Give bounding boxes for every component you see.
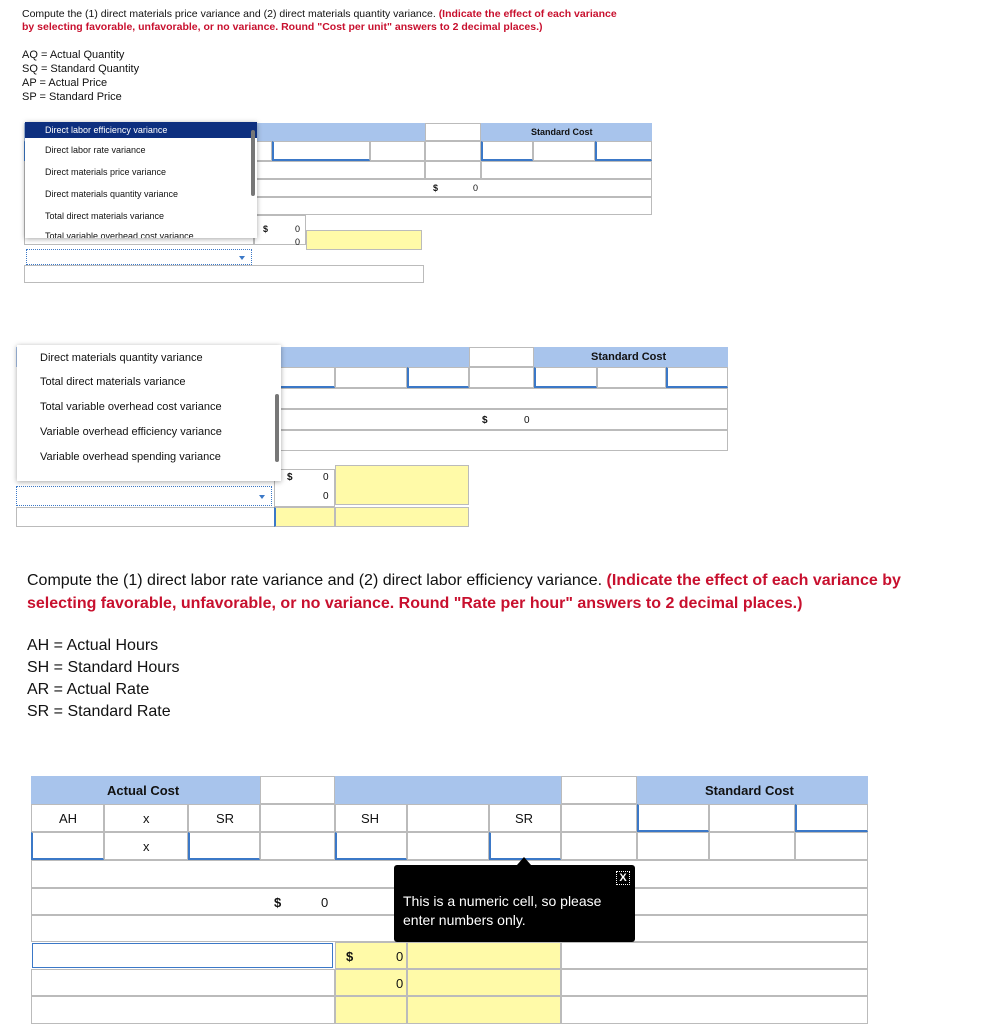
t3-row-9-rest [561, 996, 868, 1024]
dropdown-option-labor-rate[interactable]: Direct labor rate variance [45, 145, 146, 155]
question-2-instruction: (Indicate the effect of each variance by [606, 572, 901, 589]
variance-effect-select-4[interactable] [335, 507, 469, 527]
variance-dropdown-list-1[interactable] [25, 122, 257, 238]
def-ah: AH = Actual Hours [27, 637, 159, 654]
def-aq: AQ = Actual Quantity [22, 49, 125, 61]
label-ah [31, 804, 104, 832]
variance-select-labor-1[interactable] [32, 943, 333, 968]
t3-gap-4 [561, 804, 637, 832]
standard-cost-label-3: Standard Cost [705, 783, 794, 798]
standard-cost-header-3 [637, 776, 868, 804]
dropdown2-option-total-materials[interactable]: Total direct materials variance [40, 376, 186, 388]
variance-effect-labor-2[interactable] [407, 969, 561, 996]
total-value-t2: 0 [524, 415, 530, 426]
header-gap-2 [469, 347, 534, 367]
gap-cell-2 [469, 367, 534, 388]
input-sq-2[interactable] [534, 367, 597, 388]
price-variance-value-2: 0 [323, 472, 329, 483]
dropdown-option-partial-clip [25, 228, 257, 238]
label-x-1 [104, 804, 188, 832]
dollar-sign-2: $ [263, 224, 269, 234]
t3-row-7-rest [561, 942, 868, 969]
dropdown-option-materials-price[interactable]: Direct materials price variance [45, 167, 167, 177]
dropdown-arrow-icon-2 [259, 495, 265, 499]
dropdown-option-partial[interactable]: Total variable overhead cost variance [45, 231, 194, 238]
dropdown2-option-overhead-efficiency[interactable]: Variable overhead efficiency variance [40, 426, 222, 438]
variance-effect-labor-3[interactable] [407, 996, 561, 1024]
def-ap: AP = Actual Price [22, 77, 108, 89]
variance-effect-labor-1[interactable] [407, 942, 561, 969]
labor-variance-amount-2 [335, 969, 407, 996]
variance-dropdown-list-2[interactable] [17, 345, 281, 481]
t3-gap-2 [561, 776, 637, 804]
def-sh: SH = Standard Hours [27, 659, 180, 676]
dropdown-arrow-icon [239, 256, 245, 260]
t3-std-2 [709, 832, 795, 860]
row-3-t2 [278, 388, 728, 409]
dropdown2-option-total-overhead[interactable]: Total variable overhead cost variance [40, 401, 222, 413]
variance-amount-cell-2 [274, 469, 335, 507]
input-sp-2b[interactable] [666, 367, 728, 388]
label-x-2 [104, 832, 188, 860]
x-label-1: x [143, 811, 150, 826]
def-sq: SQ = Standard Quantity [22, 63, 140, 75]
standard-cost-label-2: Standard Cost [591, 351, 667, 363]
middle-header-3 [335, 776, 561, 804]
input-sr-std[interactable] [795, 804, 868, 832]
gap-cell [425, 141, 481, 161]
def-ar: AR = Actual Rate [27, 681, 150, 698]
question-1-instruction-2: by selecting favorable, unfavorable, or no variance. Round "Cost per unit" answers to 2 decimal places.) [22, 21, 543, 33]
actual-cost-header-3 [31, 776, 260, 804]
label-sh [335, 804, 407, 832]
row-3-gap [425, 161, 481, 179]
dropdown2-scrollbar[interactable] [275, 394, 279, 462]
sr-label-1: SR [216, 811, 235, 826]
input-operator-2a[interactable] [335, 367, 407, 388]
row-3-std [481, 161, 652, 179]
dollar-sign-t2-2: $ [287, 472, 293, 483]
input-sr-actual[interactable] [188, 832, 260, 860]
input-sr-mid[interactable] [489, 832, 561, 860]
dollar-sign-t3: $ [274, 895, 282, 910]
variance-amount-cell [254, 215, 306, 245]
dropdown-scrollbar[interactable] [251, 130, 255, 196]
input-sq[interactable] [481, 141, 533, 161]
quantity-variance-value-2: 0 [323, 491, 329, 502]
input-sp-2[interactable] [595, 141, 652, 161]
variance-effect-select-2[interactable] [335, 465, 469, 505]
input-x-std[interactable] [709, 804, 795, 832]
sh-label: SH [361, 811, 380, 826]
variance-effect-select[interactable] [306, 230, 422, 250]
row-7 [24, 265, 424, 283]
dropdown-option-materials-quantity[interactable]: Direct materials quantity variance [45, 189, 179, 199]
input-sp[interactable] [370, 141, 425, 161]
total-value: 0 [473, 183, 479, 193]
price-variance-value: 0 [295, 224, 301, 234]
quantity-variance-value: 0 [295, 237, 301, 247]
dollar-sign-t3-2: $ [346, 949, 354, 964]
row-5-t2 [278, 430, 728, 451]
t3-gap-3 [260, 804, 335, 832]
sr-label-2: SR [515, 811, 534, 826]
t3-row-8-rest [561, 969, 868, 996]
input-aq-2[interactable] [278, 367, 335, 388]
def-sp: SP = Standard Price [22, 91, 122, 103]
tooltip-pointer [517, 857, 531, 865]
t3-std-1 [637, 832, 709, 860]
ah-label: AH [59, 811, 78, 826]
variance-select-labor-2[interactable] [31, 969, 335, 996]
actual-cost-label: Actual Cost [107, 783, 180, 798]
variance-select-dropdown[interactable] [26, 249, 252, 265]
dropdown2-option-overhead-spending[interactable]: Variable overhead spending variance [40, 451, 221, 463]
input-x-mid[interactable] [407, 832, 489, 860]
t3-std-3 [795, 832, 868, 860]
dollar-sign: $ [433, 183, 439, 193]
dropdown-option-total-materials[interactable]: Total direct materials variance [45, 211, 165, 221]
x-label-2: x [143, 839, 150, 854]
label-sr-2 [489, 804, 561, 832]
question-1-text: Compute the (1) direct materials price variance and (2) direct materials quantity variance. [22, 8, 436, 20]
dropdown-option-labor-efficiency[interactable]: Direct labor efficiency variance [25, 122, 257, 138]
input-sh-std[interactable] [637, 804, 709, 832]
variance-select-labor-3[interactable] [31, 996, 335, 1024]
dollar-sign-t2: $ [482, 415, 488, 426]
label-blank-mid [407, 804, 489, 832]
efficiency-variance-value: 0 [396, 976, 404, 991]
rate-variance-value: 0 [396, 949, 404, 964]
dropdown2-option-materials-quantity[interactable]: Direct materials quantity variance [40, 352, 203, 364]
input-aq-sp[interactable] [272, 141, 370, 161]
standard-cost-header-2 [534, 347, 728, 367]
question-2-line [27, 571, 901, 591]
label-sr-1 [188, 804, 260, 832]
input-sh[interactable] [335, 832, 407, 860]
t3-gap-6 [561, 832, 637, 860]
tooltip-text: This is a numeric cell, so please enter numbers only. [403, 893, 602, 928]
input-operator-2b[interactable] [597, 367, 666, 388]
def-sr: SR = Standard Rate [27, 703, 171, 720]
input-ap-2[interactable] [407, 367, 469, 388]
total-value-t3: 0 [321, 895, 329, 910]
header-gap [425, 123, 481, 141]
t3-gap-1 [260, 776, 335, 804]
tooltip-close-icon[interactable]: X [616, 871, 630, 885]
variance-effect-select-3[interactable] [274, 507, 335, 527]
row-4-t2 [278, 409, 728, 430]
standard-cost-label: Standard Cost [531, 127, 593, 137]
numeric-cell-tooltip [394, 865, 635, 942]
question-1-line [22, 8, 617, 20]
question-2-instruction-2: selecting favorable, unfavorable, or no variance. Round "Rate per hour" answers to 2 decimal places.) [27, 595, 803, 612]
question-2-text: Compute the (1) direct labor rate variance and (2) direct labor efficiency variance. [27, 572, 603, 589]
labor-variance-amount-3 [335, 996, 407, 1024]
labor-variance-amount-1 [335, 942, 407, 969]
question-1-instruction: (Indicate the effect of each variance [438, 8, 617, 20]
standard-cost-header [481, 123, 652, 141]
input-operator-3[interactable] [533, 141, 595, 161]
input-ah[interactable] [31, 832, 104, 860]
t3-gap-5 [260, 832, 335, 860]
variance-select-dropdown-2[interactable] [16, 486, 272, 506]
